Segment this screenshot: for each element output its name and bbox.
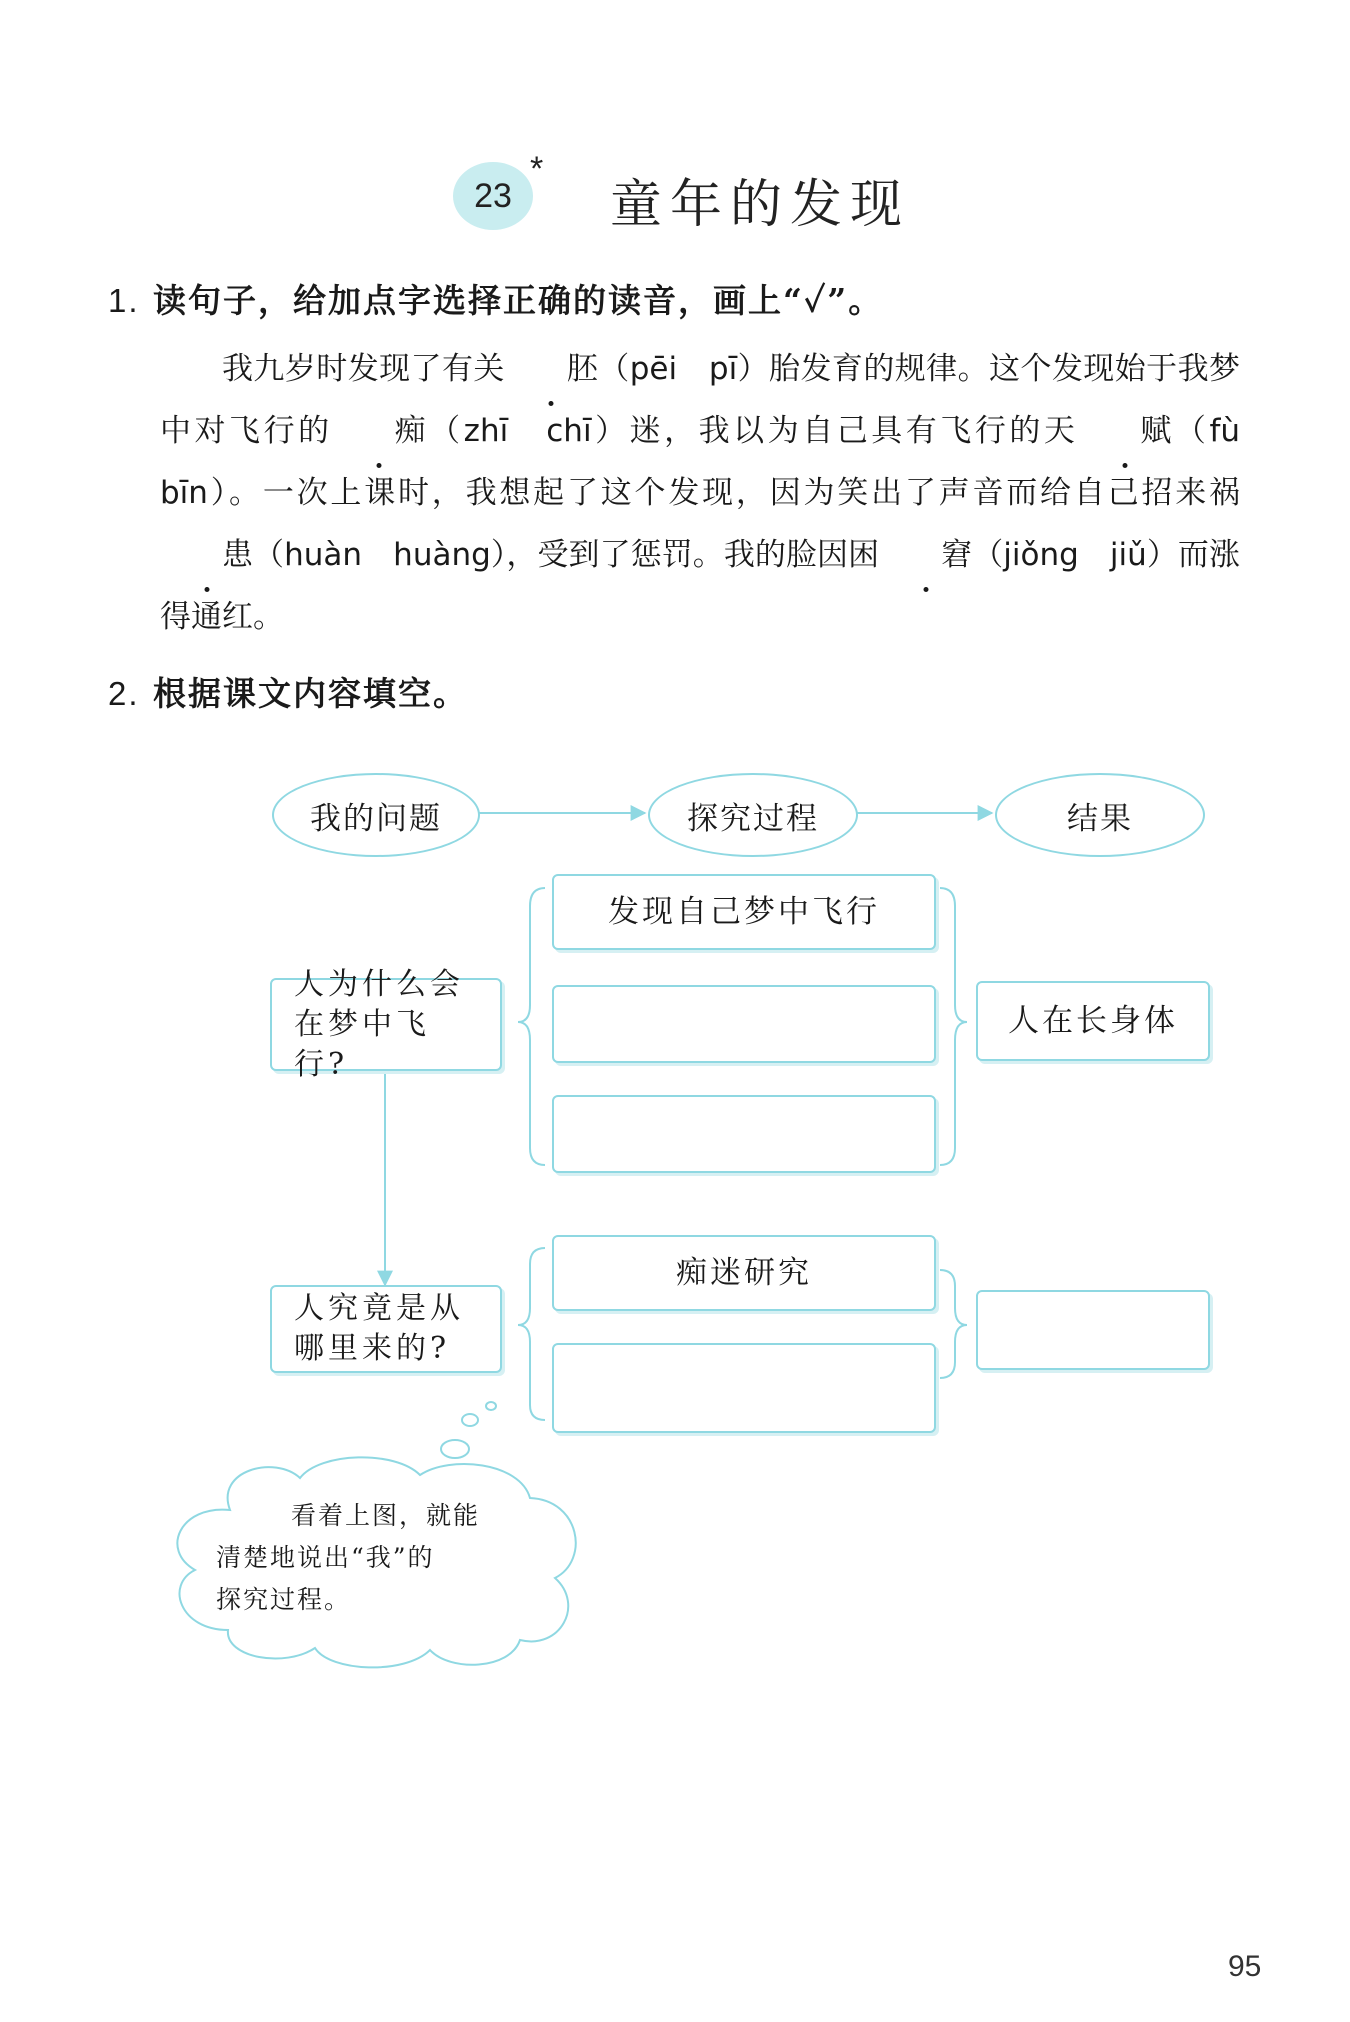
tip-line-1: 看着上图，就能 <box>291 1501 481 1530</box>
dotted-character: 赋 <box>1078 400 1171 462</box>
passage-text-segment: （zhī chī）迷，我以为自己具有飞行的天 <box>425 413 1079 449</box>
question2-text: 人究竟是从哪里来的? <box>294 1291 464 1366</box>
brace-group1-left <box>518 888 545 1165</box>
passage-text-segment: （fù bīn）。一次上课时，我想起了这个发现，因为笑出了声音而给自己招来祸 <box>160 413 1272 511</box>
oval-process <box>648 773 858 857</box>
dotted-character: 患 <box>160 524 253 586</box>
tip-cloud-text <box>216 1495 526 1621</box>
process1-box-1-text: 发现自己梦中飞行 <box>608 894 880 930</box>
question-1-instruction: 读句子，给加点字选择正确的读音，画上“✓”。 <box>153 281 884 320</box>
tip-line-2: 清楚地说出“我”的 <box>216 1543 435 1572</box>
process1-answer-box-2[interactable] <box>552 985 936 1063</box>
process1-answer-box-3[interactable] <box>552 1095 936 1173</box>
process2-answer-box-2[interactable] <box>552 1343 936 1433</box>
question1-text: 人为什么会在梦中飞行? <box>294 966 464 1082</box>
question-2-instruction: 根据课文内容填空。 <box>153 674 469 713</box>
result1-box <box>976 981 1210 1061</box>
page-number: 95 <box>1228 1950 1262 1983</box>
brace-group2-right <box>940 1270 967 1378</box>
oval-result <box>995 773 1205 857</box>
process1-box-1 <box>552 874 936 950</box>
dotted-character: 痴 <box>333 400 426 462</box>
thought-bubble-medium <box>462 1414 478 1426</box>
tip-line-3: 探究过程。 <box>216 1585 352 1614</box>
result1-text: 人在长身体 <box>1008 1003 1178 1039</box>
passage-text-segment: （huàn huàng），受到了惩罚。我的脸因困 <box>253 537 880 573</box>
thought-bubble-small <box>486 1402 496 1410</box>
process2-box-1 <box>552 1235 936 1311</box>
oval-process-label: 探究过程 <box>687 800 819 837</box>
dotted-character: 胚 <box>505 338 598 400</box>
oval-result-label: 结果 <box>1067 800 1133 837</box>
lesson-title: 童年的发现 <box>610 175 911 235</box>
passage-text-segment: 我九岁时发现了有关 <box>222 351 505 387</box>
passage-text-segment: （jiǒng jiǔ）而涨得通红。 <box>160 537 1240 635</box>
passage-text-segment: （pēi pī）胎发育的规律。这个发现始于我梦中对飞行的 <box>160 351 1241 449</box>
optional-lesson-star: * <box>530 150 544 188</box>
oval-my-question <box>272 773 480 857</box>
lesson-number: 23 <box>474 176 512 215</box>
brace-group2-left <box>518 1248 545 1420</box>
question2-box <box>270 1285 502 1373</box>
brace-group1-right <box>940 888 967 1165</box>
question-1-number: 1. <box>108 282 140 319</box>
result2-answer-box[interactable] <box>976 1290 1210 1370</box>
question-2-number: 2. <box>108 675 140 712</box>
dotted-character: 窘 <box>879 524 972 586</box>
thought-bubble-large <box>441 1440 469 1458</box>
process2-box-1-text: 痴迷研究 <box>676 1255 812 1291</box>
oval-my-question-label: 我的问题 <box>310 800 442 837</box>
question1-box <box>270 966 502 1082</box>
